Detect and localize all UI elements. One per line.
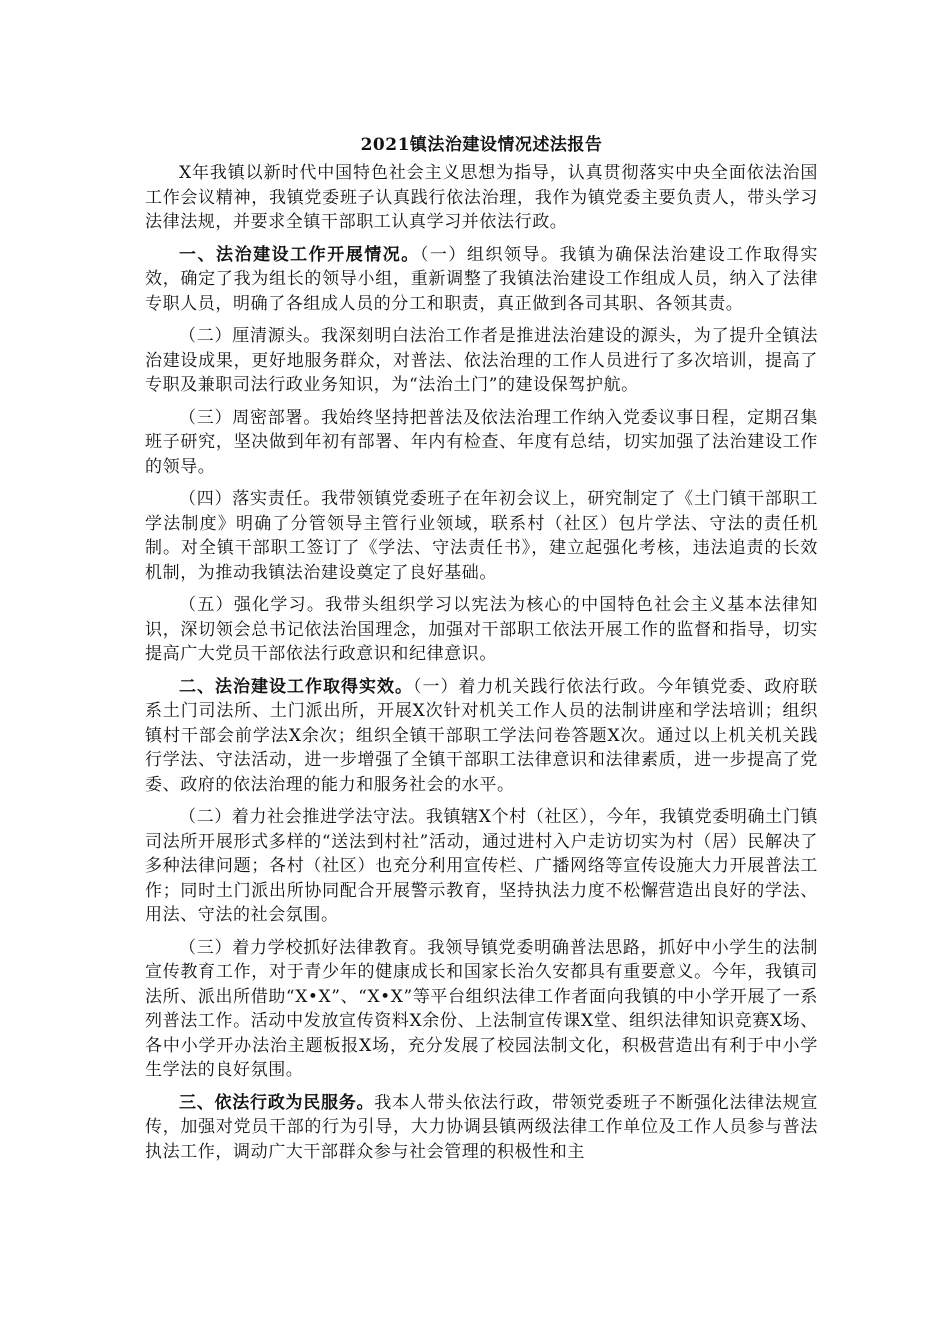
paragraph-text: （一）着力机关践行依法行政。今年镇党委、政府联系土门司法所、土门派出所，开展X次针对机关工作人员的法制讲座和学法培训；组织镇村干部会前学法X余次；组织全镇干部职工学法问卷答题X次。通过以上机关机关践行学法、守法活动，进一步增强了全镇干部职工法律意识和法律素质，进一步提高了党委、政府的依法治理的能力和服务社会的水平。 xyxy=(145,676,818,795)
paragraph-item-2 xyxy=(145,324,818,398)
paragraph-item-5 xyxy=(145,593,818,667)
paragraph-section-3 xyxy=(145,1091,818,1165)
paragraph-text: （一）组织领导。我镇为确保法治建设工作取得实效，确定了我为组长的领导小组，重新调整了我镇法治建设工作组成人员，纳入了法律专职人员，明确了各组成人员的分工和职责，真正做到各司其职、各领其责。 xyxy=(145,244,818,314)
paragraph-text: （三）着力学校抓好法律教育。我领导镇党委明确普法思路，抓好中小学生的法制宣传教育工作，对于青少年的健康成长和国家长治久安都具有重要意义。今年，我镇司法所、派出所借助“X•X”、“X•X”等平台组织法律工作者面向我镇的中小学开展了一系列普法工作。活动中发放宣传资料X余份、上法制宣传课X堂、组织法律知识竞赛X场、各中小学开办法治主题板报X场，充分发展了校园法制文化，积极营造出有利于中小学生学法的良好氛围。 xyxy=(145,937,818,1080)
section-heading: 三、依法行政为民服务。 xyxy=(179,1092,375,1113)
section-heading: 二、法治建设工作取得实效。 xyxy=(179,676,413,697)
paragraph-text: （二）着力社会推进学法守法。我镇辖X个村（社区），今年，我镇党委明确土门镇司法所开展形式多样的“送法到村社”活动，通过进村入户走访切实为村（居）民解决了多种法律问题；各村（社区）也充分利用宣传栏、广播网络等宣传设施大力开展普法工作；同时土门派出所协同配合开展警示教育，坚持执法力度不松懈营造出良好的学法、用法、守法的社会氛围。 xyxy=(145,807,818,925)
paragraph-section-1 xyxy=(145,243,818,317)
paragraph-text: （五）强化学习。我带头组织学习以宪法为核心的中国特色社会主义基本法律知识，深切领会总书记依法治国理念，加强对干部职工依法开展工作的监督和指导，切实提高广大党员干部依法行政意识和纪律意识。 xyxy=(145,595,818,664)
paragraph-text: （三）周密部署。我始终坚持把普法及依法治理工作纳入党委议事日程，定期召集班子研究，坚决做到年初有部署、年内有检查、年度有总结，切实加强了法治建设工作的领导。 xyxy=(145,407,818,477)
paragraph-intro xyxy=(145,161,818,235)
section-heading: 一、法治建设工作开展情况。 xyxy=(179,244,420,265)
paragraph-text: X年我镇以新时代中国特色社会主义思想为指导，认真贯彻落实中央全面依法治国工作会议精神，我镇党委班子认真践行依法治理，我作为镇党委主要负责人，带头学习法律法规，并要求全镇干部职工认真学习并依法行政。 xyxy=(145,163,818,232)
paragraph-item-4 xyxy=(145,487,818,585)
paragraph-item-8 xyxy=(145,936,818,1083)
paragraph-text: 我本人带头依法行政，带领党委班子不断强化法律法规宣传，加强对党员干部的行为引导，大力协调县镇两级法律工作单位及工作人员参与普法执法工作，调动广大干部群众参与社会管理的积极性和主 xyxy=(145,1092,818,1162)
document-title: 2021镇法治建设情况述法报告 xyxy=(360,135,603,155)
paragraph-item-7 xyxy=(145,805,818,928)
paragraph-text: （二）厘清源头。我深刻明白法治工作者是推进法治建设的源头，为了提升全镇法治建设成果，更好地服务群众，对普法、依法治理的工作人员进行了多次培训，提高了专职及兼职司法行政业务知识，为“法治土门”的建设保驾护航。 xyxy=(145,326,818,395)
paragraph-item-3 xyxy=(145,406,818,480)
paragraph-text: （四）落实责任。我带领镇党委班子在年初会议上，研究制定了《土门镇干部职工学法制度》明确了分管领导主管行业领域，联系村（社区）包片学法、守法的责任机制。对全镇干部职工签订了《学法、守法责任书》，建立起强化考核，违法追责的长效机制，为推动我镇法治建设奠定了良好基础。 xyxy=(145,489,818,583)
paragraph-section-2 xyxy=(145,675,818,798)
